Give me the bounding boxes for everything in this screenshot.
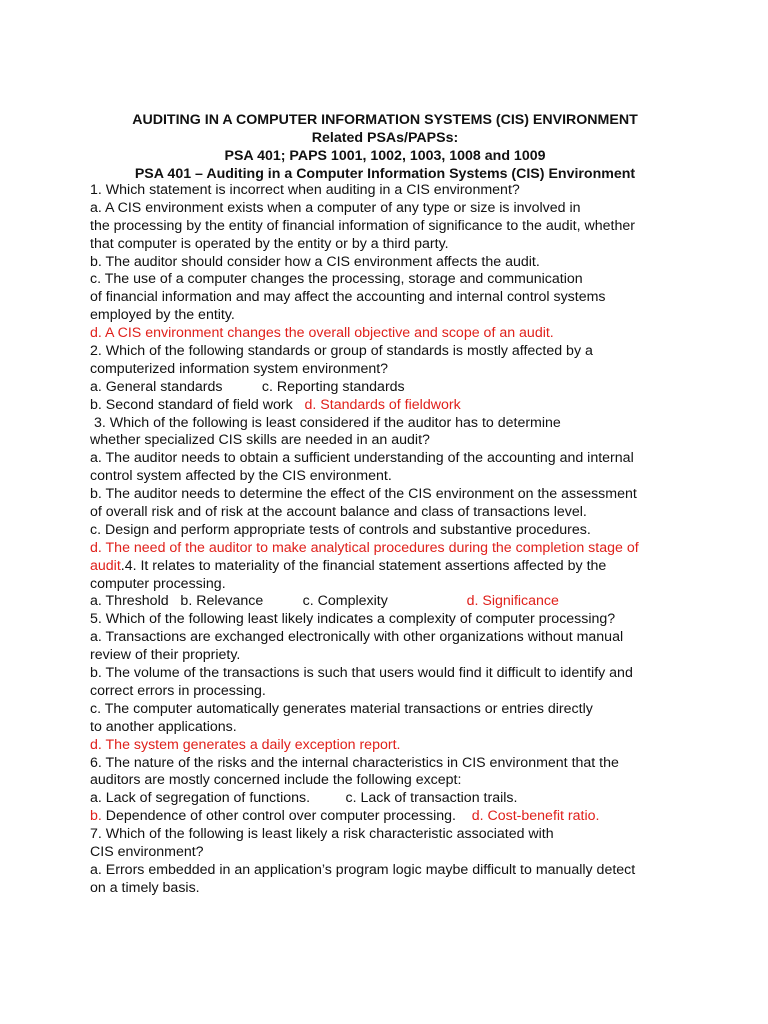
text-line [90, 844, 690, 862]
line-text: of overall risk and of risk at the account balance and class of transactions level. [90, 504, 587, 521]
text-line [90, 880, 690, 898]
line-text: a. Lack of segregation of functions. c. Lack of transaction trails. [90, 790, 518, 807]
text-line [90, 522, 690, 540]
text-line [90, 755, 690, 773]
line-text: c. The use of a computer changes the processing, storage and communication [90, 271, 583, 288]
line-text: correct errors in processing. [90, 682, 266, 699]
question-body [90, 182, 690, 898]
line-text: that computer is operated by the entity or by a third party. [90, 235, 449, 252]
text-line [90, 325, 690, 343]
answer-text: d. Cost-benefit ratio. [471, 808, 600, 825]
text-line [90, 379, 690, 397]
text-line [90, 271, 690, 289]
answer-text: audit [90, 557, 121, 574]
line-text: 7. Which of the following is least likely a risk characteristic associated with [90, 826, 554, 843]
text-line [90, 790, 690, 808]
line-text: 6. The nature of the risks and the internal characteristics in CIS environment that the [90, 754, 619, 771]
text-line [90, 826, 690, 844]
text-line [90, 558, 690, 576]
answer-text: d. A CIS environment changes the overall objective and scope of an audit. [90, 325, 554, 342]
line-text: computerized information system environment? [90, 360, 389, 377]
text-line [90, 665, 690, 683]
text-line [90, 772, 690, 790]
text-line [90, 307, 690, 325]
line-text: b. The volume of the transactions is such that users would find it difficult to identify and [90, 665, 633, 682]
text-line [90, 397, 690, 415]
line-text: b. The auditor needs to determine the effect of the CIS environment on the assessment [90, 486, 637, 503]
line-text: 2. Which of the following standards or group of standards is mostly affected by a [90, 343, 593, 360]
answer-text: b. [90, 808, 106, 825]
related-standards-heading: Related PSAs/PAPSs: [311, 130, 459, 146]
document-title: AUDITING IN A COMPUTER INFORMATION SYSTEMS (CIS) ENVIRONMENT [132, 112, 638, 128]
text-line [90, 593, 690, 611]
standards-list: PSA 401; PAPS 1001, 1002, 1003, 1008 and 1009 [224, 148, 546, 164]
answer-text: d. Standards of fieldwork [304, 396, 461, 413]
text-line [90, 719, 690, 737]
line-text: a. A CIS environment exists when a computer of any type or size is involved in [90, 199, 581, 216]
line-text: on a timely basis. [90, 879, 200, 896]
text-line [90, 862, 690, 880]
text-line [90, 415, 690, 433]
line-text: control system affected by the CIS environment. [90, 468, 392, 485]
line-text: c. Design and perform appropriate tests of controls and substantive procedures. [90, 521, 591, 538]
line-text: 1. Which statement is incorrect when auditing in a CIS environment? [90, 182, 520, 198]
psa-heading: PSA 401 – Auditing in a Computer Information Systems (CIS) Environment [134, 166, 636, 182]
line-text: computer processing. [90, 575, 226, 592]
text-line [90, 468, 690, 486]
line-text: Dependence of other control over computer processing. [105, 808, 472, 825]
line-text: of financial information and may affect the accounting and internal control systems [90, 289, 606, 306]
line-text: review of their propriety. [90, 647, 241, 664]
text-line [90, 576, 690, 594]
text-line [90, 343, 690, 361]
line-text: a. General standards c. Reporting standards [90, 378, 405, 395]
line-text: 5. Which of the following least likely indicates a complexity of computer processing? [90, 611, 616, 628]
text-line [90, 737, 690, 755]
text-line [90, 450, 690, 468]
line-text: to another applications. [90, 718, 237, 735]
answer-text: d. The need of the auditor to make analytical procedures during the completion stage of [90, 539, 639, 556]
answer-text: d. Significance [466, 593, 559, 610]
line-text: whether specialized CIS skills are needed in an audit? [90, 432, 430, 449]
text-line [90, 200, 690, 218]
text-line [90, 361, 690, 379]
text-line [90, 236, 690, 254]
line-text: a. Transactions are exchanged electronically with other organizations without manual [90, 629, 624, 646]
text-line [90, 486, 690, 504]
line-text: b. The auditor should consider how a CIS environment affects the audit. [90, 253, 540, 270]
text-line [90, 647, 690, 665]
line-text: .4. It relates to materiality of the financial statement assertions affected by the [120, 557, 607, 574]
text-line [90, 254, 690, 272]
line-text: a. Errors embedded in an application’s program logic maybe difficult to manually detect [90, 861, 636, 878]
line-text: a. The auditor needs to obtain a sufficient understanding of the accounting and internal [90, 450, 634, 467]
text-line [90, 701, 690, 719]
text-line [90, 182, 690, 200]
line-text: auditors are mostly concerned include the following except: [90, 772, 462, 789]
answer-text: d. The system generates a daily exception report. [90, 736, 401, 753]
text-line [90, 504, 690, 522]
text-line [90, 432, 690, 450]
text-line [90, 808, 690, 826]
line-text: 3. Which of the following is least considered if the auditor has to determine [90, 414, 561, 431]
text-line [90, 629, 690, 647]
text-line [90, 611, 690, 629]
line-text: c. The computer automatically generates material transactions or entries directly [90, 700, 593, 717]
text-line [90, 218, 690, 236]
line-text: the processing by the entity of financial information of significance to the audit, whether [90, 217, 635, 234]
line-text: employed by the entity. [90, 307, 235, 324]
text-line [90, 540, 690, 558]
text-line [90, 683, 690, 701]
document-header [60, 111, 710, 183]
line-text: b. Second standard of field work [90, 396, 305, 413]
line-text: a. Threshold b. Relevance c. Complexity [90, 593, 467, 610]
line-text: CIS environment? [90, 843, 204, 860]
text-line [90, 289, 690, 307]
